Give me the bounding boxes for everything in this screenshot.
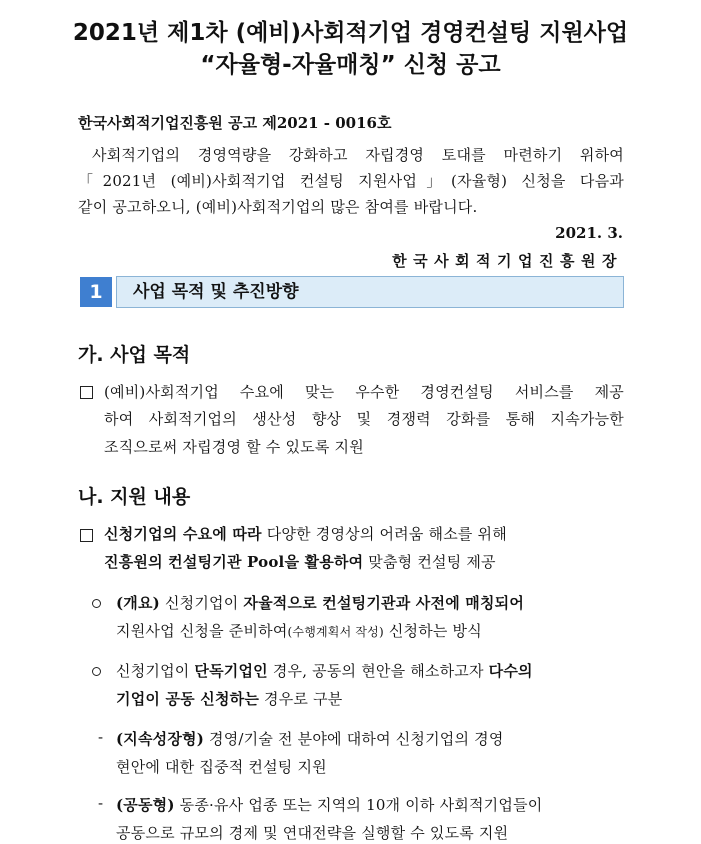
type-line-1 <box>116 660 533 681</box>
dash-bullet-icon: - <box>98 794 104 812</box>
type-text-b: 경우, 공동의 현안을 해소하고자 <box>267 662 489 680</box>
sustained-growth-line-2: 현안에 대한 집중적 컨설팅 지원 <box>116 758 327 776</box>
support-line-1-rest: 다양한 경영상의 어려움 해소를 위해 <box>261 525 507 543</box>
circle-bullet-icon <box>92 599 101 608</box>
intro-line-2: 「2021년 (예비)사회적기업 컨설팅 지원사업」(자율형) 신청을 다음과 <box>78 172 624 190</box>
subsection-heading-a: 가. 사업 목적 <box>78 344 191 366</box>
section-1-header <box>80 276 624 308</box>
sustained-growth-label: (지속성장형) <box>116 730 205 748</box>
document-title-line1: 2021년 제1차 (예비)사회적기업 경영컨설팅 지원사업 <box>72 20 629 46</box>
support-line-2-rest: 맞춤형 컨설팅 제공 <box>363 553 496 571</box>
section-number-badge: 1 <box>80 277 112 307</box>
support-line-2 <box>104 551 496 572</box>
purpose-line-3: 조직으로써 자립경영 할 수 있도록 지원 <box>104 438 364 456</box>
overview-label: (개요) <box>116 594 160 612</box>
intro-line-1: 사회적기업의 경영역량을 강화하고 자립경영 토대를 마련하기 위하여 <box>92 146 624 164</box>
dash-bullet-icon: - <box>98 728 104 746</box>
joint-type-text: 동종·유사 업종 또는 지역의 10개 이하 사회적기업들이 <box>174 796 543 814</box>
issuing-organization: 한국사회적기업진흥원장 <box>392 252 623 270</box>
type-text-bold-a: 단독기업인 <box>194 662 268 680</box>
checkbox-square-icon <box>80 529 93 542</box>
support-line-1-bold: 신청기업의 수요에 따라 <box>104 525 262 543</box>
purpose-line-1: (예비)사회적기업 수요에 맞는 우수한 경영컨설팅 서비스를 제공 <box>104 383 624 401</box>
type-text-bold-c: 기업이 공동 신청하는 <box>116 690 260 708</box>
checkbox-square-icon <box>80 386 93 399</box>
type-text-c: 경우로 구분 <box>259 690 343 708</box>
intro-line-3: 같이 공고하오니, (예비)사회적기업의 많은 참여를 바랍니다. <box>78 198 478 216</box>
joint-type-line-2: 공동으로 규모의 경제 및 연대전략을 실행할 수 있도록 지원 <box>116 824 509 842</box>
joint-type-label: (공동형) <box>116 796 175 814</box>
overview-text-bold: 자율적으로 컨설팅기관과 사전에 매칭되어 <box>243 594 525 612</box>
type-text-a: 신청기업이 <box>116 662 195 680</box>
overview-small-note: (수행계획서 작성) <box>287 625 384 639</box>
notice-date: 2021. 3. <box>555 224 623 242</box>
document-title-line2: “자율형-자율매칭” 신청 공고 <box>200 52 501 78</box>
purpose-line-2: 하여 사회적기업의 생산성 향상 및 경쟁력 강화를 통해 지속가능한 <box>104 410 624 428</box>
support-line-1 <box>104 523 507 544</box>
type-text-bold-b: 다수의 <box>488 662 533 680</box>
overview-text-c: 신청하는 방식 <box>383 622 482 640</box>
sustained-growth-text: 경영/기술 전 분야에 대하여 신청기업의 경영 <box>204 730 504 748</box>
circle-bullet-icon <box>92 667 101 676</box>
support-line-2-bold: 진흥원의 컨설팅기관 Pool을 활용하여 <box>104 553 364 571</box>
joint-type-line-1 <box>116 794 542 815</box>
overview-text-a: 신청기업이 <box>159 594 244 612</box>
section-title: 사업 목적 및 추진방향 <box>133 282 299 302</box>
overview-line-2 <box>116 620 482 641</box>
subsection-heading-b: 나. 지원 내용 <box>78 486 191 508</box>
section-title-box <box>116 276 624 308</box>
notice-number: 한국사회적기업진흥원 공고 제2021 - 0016호 <box>78 114 392 132</box>
sustained-growth-line-1 <box>116 728 504 749</box>
type-line-2 <box>116 688 342 709</box>
overview-text-b: 지원사업 신청을 준비하여 <box>116 622 288 640</box>
overview-line-1 <box>116 592 524 613</box>
